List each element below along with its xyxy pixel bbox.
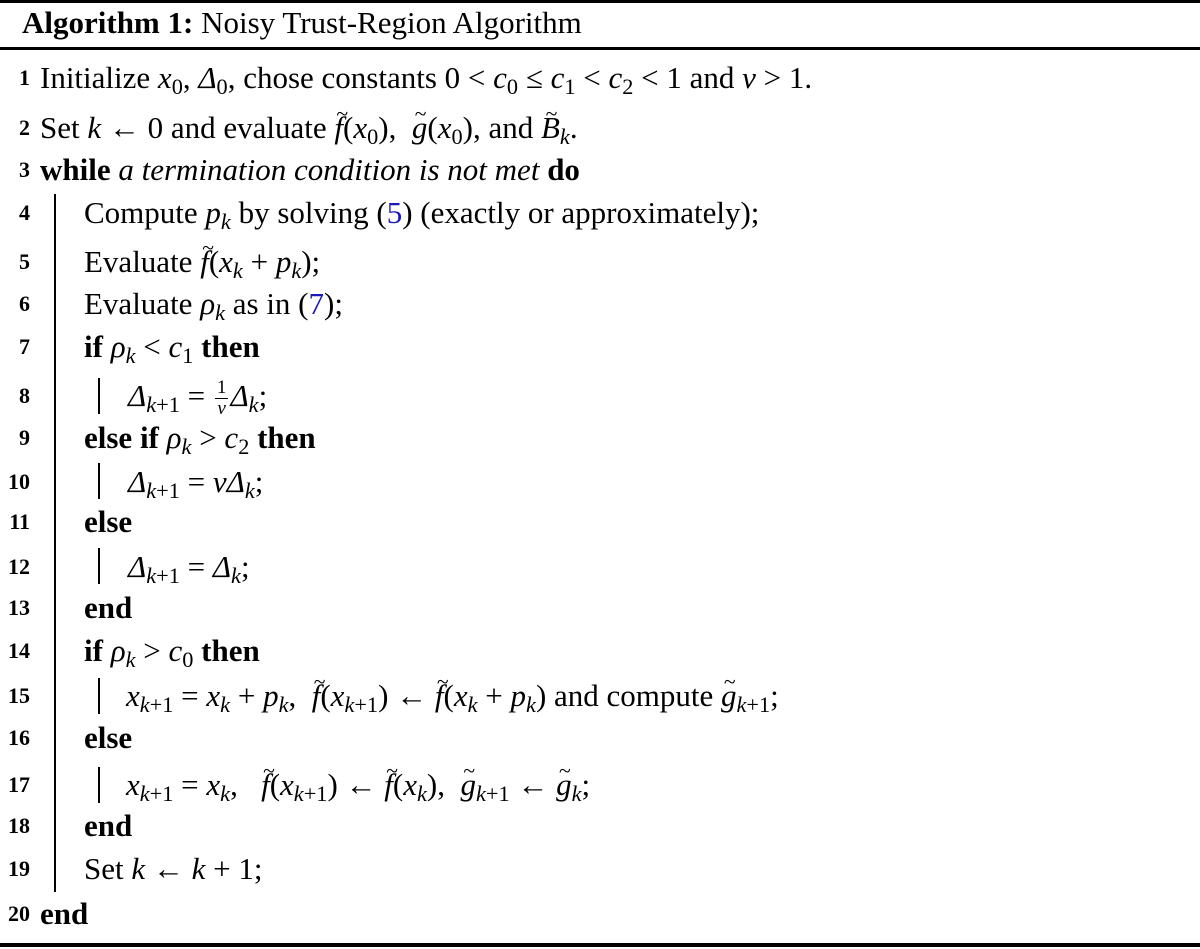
equation-reference-link[interactable]: 5 — [386, 195, 403, 230]
line-content: else — [84, 720, 133, 755]
line-content: $x_{k+1} = x_k$, ~ $f(x_{k+1})$ ← ~ $f(x_k)$, ~ $g_{k+1}$ ← ~ $g_k$; — [126, 763, 590, 807]
line-number: 7 — [19, 334, 30, 359]
line-content: if $\rho_k < c_1$ then — [84, 329, 260, 369]
line-number: 8 — [19, 383, 30, 408]
line-content: else — [84, 504, 133, 539]
line-number: 1 — [19, 65, 30, 90]
line-content: if $\rho_k > c_0$ then — [84, 633, 260, 673]
line-content: $\Delta_{k+1}$ = $\frac{1}{\nu}$ $\Delta_k$; — [128, 377, 268, 420]
algorithm-line — [0, 240, 1200, 284]
algorithm-line — [0, 106, 1200, 150]
line-content: Set k ← 0 and evaluate ~ $f(x_0)$, ~ $g(x_0)$, and ~ $B_k$. — [40, 106, 578, 150]
algorithm-line — [0, 500, 1200, 544]
line-content: else if $\rho_k > c_2$ then — [84, 420, 316, 460]
line-content: Compute $p_k$ by solving (5) (exactly or approximately); — [84, 195, 760, 235]
algorithm-line — [0, 56, 1200, 100]
algorithm-line — [0, 191, 1200, 235]
line-content: $\Delta_{k+1} = \Delta_k$; — [128, 549, 250, 589]
algorithm-line — [0, 374, 1200, 418]
line-content: $\Delta_{k+1} = \nu\Delta_k$; — [128, 464, 264, 504]
line-number: 4 — [19, 200, 30, 225]
bottom-rule — [0, 943, 1200, 947]
line-number: 9 — [19, 425, 30, 450]
algorithm-line — [0, 892, 1200, 936]
line-number: 2 — [19, 115, 30, 140]
algorithm-line — [0, 325, 1200, 369]
algorithm-line — [0, 282, 1200, 326]
line-content: end — [40, 896, 89, 931]
line-content: Evaluate $\rho_k$ as in (7); — [84, 286, 343, 326]
line-content: Initialize $x_0$, $\Delta_0$, chose constants $0 < c_0 \le c_1 < c_2 < 1$ and ν > 1. — [40, 60, 813, 100]
line-content: end — [84, 590, 133, 625]
line-number: 13 — [8, 595, 30, 620]
algorithm-line — [0, 763, 1200, 807]
line-number: 11 — [9, 509, 30, 534]
line-number: 17 — [8, 772, 30, 797]
algorithm-label: Algorithm 1: — [22, 5, 194, 40]
line-number: 20 — [8, 901, 30, 926]
line-number: 12 — [8, 554, 30, 579]
line-content: end — [84, 808, 133, 843]
algorithm-line — [0, 804, 1200, 848]
line-content: Evaluate ~ $f(x_k + p_k)$; — [84, 240, 320, 284]
algorithm-line — [0, 847, 1200, 891]
algorithm-line — [0, 545, 1200, 589]
header-rule — [0, 47, 1200, 50]
line-number: 15 — [8, 683, 30, 708]
algorithm-line — [0, 716, 1200, 760]
algorithm-line — [0, 148, 1200, 192]
line-content: $x_{k+1} = x_k + p_k$, ~ $f(x_{k+1})$ ← ~ $f(x_k + p_k)$ and compute ~ $g_{k+1}$; — [126, 674, 779, 718]
line-number: 5 — [19, 249, 30, 274]
algorithm-caption — [22, 2, 582, 44]
line-number: 14 — [8, 638, 30, 663]
line-number: 10 — [8, 469, 30, 494]
line-number: 3 — [19, 157, 30, 182]
algorithm-line — [0, 629, 1200, 673]
line-number: 18 — [8, 813, 30, 838]
line-content: while a termination condition is not met do — [40, 152, 580, 187]
line-number: 19 — [8, 856, 30, 881]
equation-reference-link[interactable]: 7 — [308, 286, 325, 321]
algorithm-title: Noisy Trust-Region Algorithm — [201, 5, 582, 40]
algorithm-line — [0, 460, 1200, 504]
line-number: 6 — [19, 291, 30, 316]
line-number: 16 — [8, 725, 30, 750]
line-content: Set k ← k + 1; — [84, 851, 263, 886]
algorithm-line — [0, 586, 1200, 630]
algorithm-line — [0, 674, 1200, 718]
algorithm-line — [0, 416, 1200, 460]
